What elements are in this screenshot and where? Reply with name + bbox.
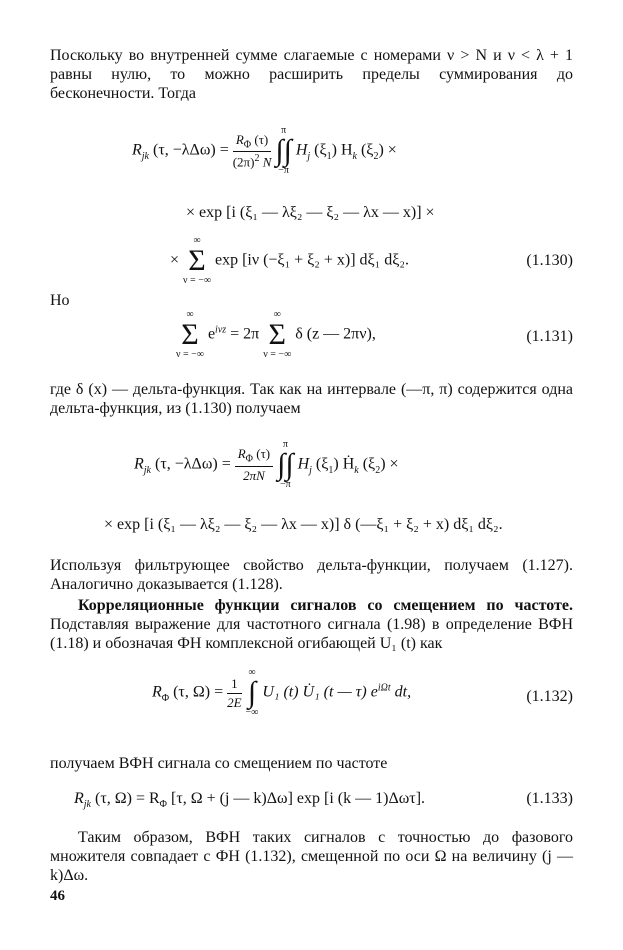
eq4-integral: ∞ ∫ −∞: [245, 667, 259, 718]
eq1-integrand-sub: j: [307, 150, 311, 162]
eq1-integrand-arg-sub: 1: [326, 150, 332, 162]
equation-number-1132: (1.132): [526, 688, 573, 705]
eq3-integrand-arg-sub: 1: [328, 464, 334, 476]
paragraph-4-body: Подставляя выражение для частотного сигнала (1.98) в определение ВФН (1.18) и обозначая ФН комплексной огибающей U₁ (t) как: [50, 616, 573, 652]
eq4-lhs-sub: Φ: [161, 692, 170, 704]
eq4-int-upper: ∞: [248, 667, 256, 678]
equation-1130-line2: × exp [i (ξ₁ — λξ₂ — ξ₂ — λx — x)] ×: [186, 204, 435, 221]
eq1-sum-lower: ν = −∞: [183, 275, 211, 286]
label-no: Но: [50, 292, 70, 309]
eq3-integrand-arg: (ξ: [315, 455, 329, 473]
eq3-integrand-arg2: (ξ: [362, 455, 376, 473]
eq2-body2: δ (z — 2πν),: [295, 325, 376, 343]
eq1-integrand-mid: ) H: [331, 141, 353, 159]
eq1-lhs-args: (τ, −λΔω) =: [153, 141, 229, 159]
eq3-int-upper: π: [282, 439, 288, 450]
eq5-phi-sub: Φ: [159, 799, 167, 811]
eq1-integrand-arg2-sub: 2: [373, 150, 379, 162]
eq1-frac-den: (2π): [232, 154, 255, 170]
eq1-double-integral: π ∫∫ −π: [275, 125, 292, 176]
eq1-line3-body: exp [iν (−ξ₁ + ξ₂ + x)] dξ₁ dξ₂.: [214, 251, 409, 269]
eq4-frac-den: 2E: [227, 694, 242, 710]
eq1-frac-num: R: [235, 131, 244, 147]
equation-number-1133: (1.133): [526, 790, 573, 807]
eq3-fraction: [235, 446, 273, 484]
eq2-sum-1: ∞ Σ ν = −∞: [176, 309, 204, 360]
eq1-fraction: [233, 132, 272, 171]
eq1-frac-den-sup: 2: [254, 153, 260, 165]
paragraph-4: [50, 596, 573, 653]
eq1-integrand-arg: (ξ: [314, 141, 327, 159]
eq1-sum-upper: ∞: [193, 235, 201, 246]
eq4-frac-num: 1: [227, 676, 241, 694]
eq1-integrand-h: H: [295, 141, 308, 159]
eq3-lhs-args: (τ, −λΔω) =: [155, 455, 231, 473]
equation-number-1131: (1.131): [526, 328, 573, 345]
eq4-lhs-args: (τ, Ω) =: [173, 683, 224, 701]
eq2-body1: e: [207, 325, 216, 343]
eq4-body-end: dt,: [390, 683, 412, 701]
eq4-lhs: R: [152, 683, 162, 701]
eq2-sum-2: ∞ Σ ν = −∞: [263, 309, 292, 360]
eq3-lhs-sub: jk: [143, 464, 151, 476]
eq3-int-lower: −π: [279, 479, 291, 490]
eq4-int-lower: −∞: [245, 707, 259, 718]
eq1-frac-den-n: N: [259, 154, 272, 170]
equation-3-line1: [134, 440, 399, 490]
eq2-sum-upper: ∞: [186, 309, 194, 320]
eq1-frac-num-arg: (τ): [251, 131, 269, 147]
paragraph-6: Таким образом, ВФН таких сигналов с точностью до фазового множителя совпадает с ФН (1.132), смещенной по оси Ω на величину (j — k)Δω.: [50, 829, 573, 884]
equation-1133: [74, 790, 425, 810]
eq2-sum-lower: ν = −∞: [176, 349, 204, 360]
equation-1132: [152, 668, 411, 718]
eq4-body-sup: iΩt: [377, 682, 391, 694]
eq3-frac-num-sub: Φ: [245, 453, 253, 465]
paragraph-2: где δ (x) — дельта-функция. Так как на интервале (—π, π) содержится одна дельта-функция, из (1.130) получаем: [50, 381, 573, 417]
eq1-frac-num-sub: Φ: [243, 139, 252, 151]
eq3-frac-num-arg: (τ): [252, 446, 271, 462]
eq2-mid: = 2π: [226, 325, 260, 343]
page-number: 46: [50, 888, 65, 904]
eq3-double-integral: π ∫∫ −π: [277, 439, 294, 490]
eq3-integrand-h: H: [297, 455, 310, 473]
eq3-integrand-arg2-sub: 2: [375, 464, 381, 476]
equation-1130-line1: [132, 126, 397, 176]
eq5-mid: (τ, Ω) = R: [91, 790, 160, 807]
eq2-body1-sup: iνz: [215, 324, 227, 336]
paragraph-5: получаем ВФН сигнала со смещением по частоте: [50, 755, 388, 772]
section-heading-frequency-shift: Корреляционные функции сигналов со смещением по частоте.: [78, 597, 573, 614]
eq1-lhs: R: [132, 141, 142, 159]
eq1-sum: ∞ Σ ν = −∞: [183, 235, 211, 286]
eq2-sum2-lower: ν = −∞: [263, 349, 292, 360]
eq4-fraction: [227, 676, 241, 711]
eq3-frac-num: R: [237, 446, 246, 462]
eq5-rest: [τ, Ω + (j — k)Δω] exp [i (k — 1)Δωτ].: [166, 790, 426, 807]
eq4-body: U₁ (t) U̇₁ (t — τ) e: [262, 683, 378, 701]
equation-1131: [176, 310, 376, 360]
eq2-sum2-upper: ∞: [273, 309, 281, 320]
paragraph-1: Поскольку во внутренней сумме слагаемые с номерами ν > N и ν < λ + 1 равны нулю, то можно расширить пределы суммирования до бесконечности. Тогда: [50, 47, 573, 102]
eq1-int-upper: π: [281, 125, 287, 136]
eq1-integrand-end: ) ×: [378, 141, 397, 159]
eq3-integrand-mid: ) Ḣ: [333, 455, 355, 473]
eq5-r: R: [74, 790, 84, 807]
eq3-lhs: R: [134, 455, 144, 473]
equation-3-line2: × exp [i (ξ₁ — λξ₂ — ξ₂ — λx — x)] δ (—ξ₁ + ξ₂ + x) dξ₁ dξ₂.: [104, 516, 503, 533]
paragraph-3: Используя фильтрующее свойство дельта-функции, получаем (1.127). Аналогично доказывается (1.128).: [50, 557, 573, 593]
eq1-integrand-arg2: (ξ: [360, 141, 374, 159]
eq1-integrand-sub2: k: [352, 150, 357, 162]
eq3-frac-den: 2πN: [243, 467, 265, 483]
equation-number-1130: (1.130): [526, 252, 573, 269]
eq5-r-sub: jk: [83, 799, 91, 811]
eq1-line3-pre: ×: [170, 251, 180, 269]
eq3-integrand-sub2: k: [354, 464, 359, 476]
eq1-int-lower: −π: [278, 165, 289, 176]
eq1-lhs-sub: jk: [141, 150, 149, 162]
eq3-integrand-end: ) ×: [380, 455, 399, 473]
equation-1130-line3: [170, 236, 409, 286]
eq3-integrand-sub: j: [309, 464, 312, 476]
